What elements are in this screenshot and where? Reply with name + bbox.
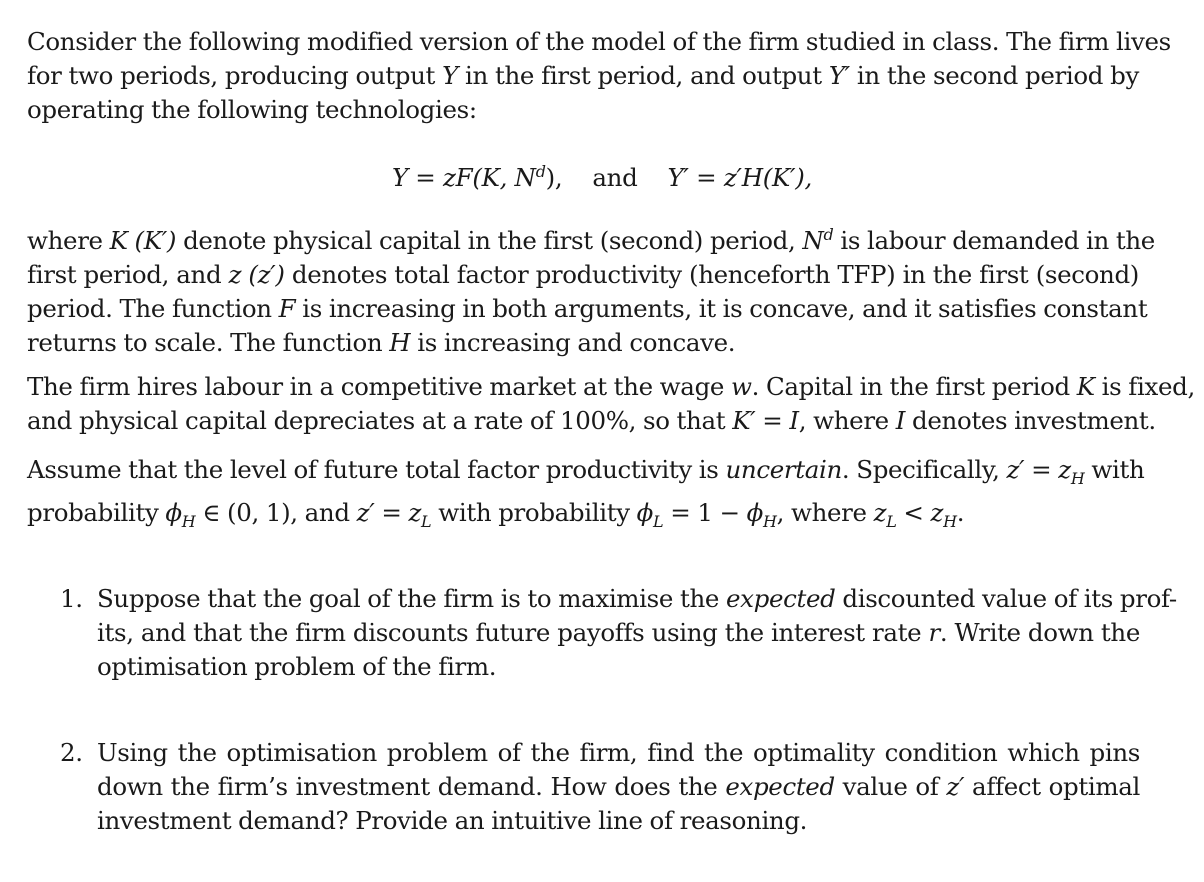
intro-line-2: for two periods, producing output Y in the first period, and output Y′ in the second period by (27, 61, 1139, 90)
uncertainty-line-2: probability $\phi_H$ ∈ (0, 1), and $z' = z_L$ with probability $\phi_L = 1 - \phi_H$, where $z_L < z_H$. (27, 497, 965, 531)
uncertainty-paragraph (27, 453, 1145, 539)
intro-paragraph (27, 25, 1171, 127)
definitions-line-4: returns to scale. The function H is increasing and concave. (27, 328, 736, 358)
question-1-number: 1. (60, 584, 83, 613)
labour-capital-paragraph (27, 370, 1195, 438)
question-1-line-3: optimisation problem of the firm. (97, 652, 497, 681)
question-2-line-3: investment demand? Provide an intuitive line of reasoning. (97, 806, 808, 835)
definitions-paragraph (27, 218, 1155, 360)
question-2 (60, 736, 1140, 838)
question-1-line-2: its, and that the firm discounts future payoffs using the interest rate r. Write down the (97, 618, 1140, 647)
question-1 (60, 582, 1177, 684)
question-2-line-1: Using the optimisation problem of the firm, find the optimality condition which pins (97, 738, 1140, 767)
definitions-line-3: period. The function F is increasing in both arguments, it is concave, and it satisfies constant (27, 294, 1148, 324)
intro-line-1: Consider the following modified version of the model of the firm studied in class. The firm lives (27, 27, 1171, 56)
question-1-line-1: Suppose that the goal of the firm is to maximise the expected discounted value of its prof- (97, 584, 1177, 613)
uncertainty-line-1: Assume that the level of future total factor productivity is uncertain. Specifically, $z' = z_H$ with (27, 455, 1145, 488)
question-2-number: 2. (60, 738, 83, 767)
definitions-line-1: where K (K′) denote physical capital in the first (second) period, $N^d$ is labour demanded in the (27, 225, 1155, 256)
definitions-line-2: first period, and z (z′) denotes total factor productivity (henceforth TFP) in the first (second) (27, 260, 1140, 290)
intro-line-3: operating the following technologies: (27, 95, 477, 124)
technology-equation: Y = zF(K, $N^d$), and Y′ = z′H(K′), (391, 162, 813, 193)
labour-line-2: and physical capital depreciates at a rate of 100%, so that K′ = I, where I denotes investment. (27, 406, 1156, 435)
labour-line-1: The firm hires labour in a competitive market at the wage w. Capital in the first period K is fixed, (27, 372, 1195, 401)
question-2-line-2: down the firm’s investment demand. How does the expected value of z′ affect optimal (97, 772, 1140, 801)
